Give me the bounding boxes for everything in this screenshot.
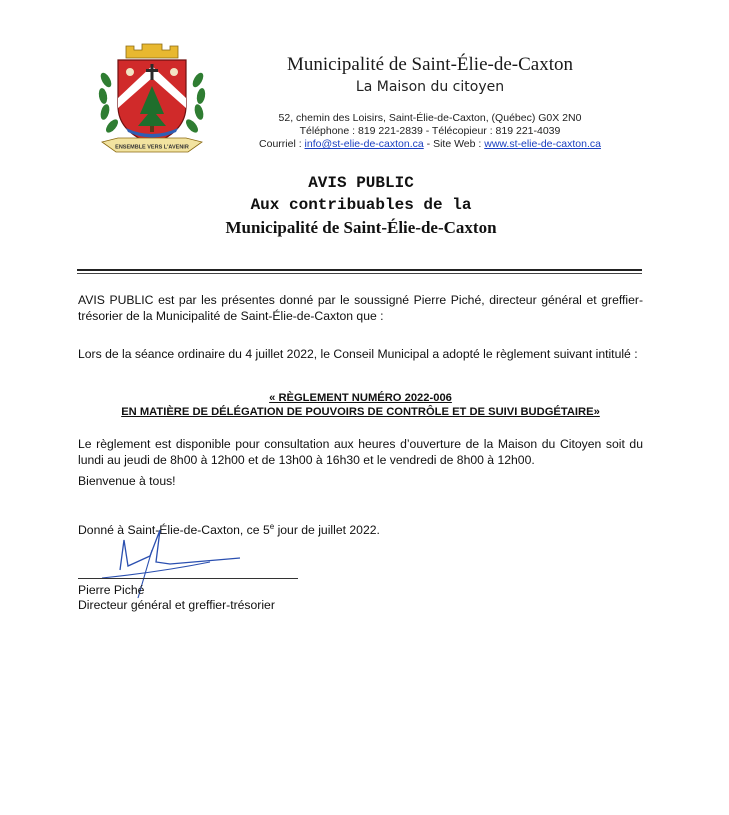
- date-signed-superscript: e: [269, 522, 275, 531]
- address-line: 52, chemin des Loisirs, Saint-Élie-de-Caxton, (Québec) G0X 2N0: [278, 112, 582, 124]
- date-signed-suffix: jour de juillet 2022.: [274, 523, 380, 538]
- welcome-text: Bienvenue à tous!: [78, 474, 176, 488]
- email-link[interactable]: info@st-elie-de-caxton.ca: [304, 138, 424, 150]
- site-label: - Site Web :: [423, 138, 485, 150]
- signatory-name: Pierre Piché: [78, 583, 145, 597]
- phone-line: Téléphone : 819 221-2839 - Télécopieur : 819 221-4039: [299, 125, 561, 137]
- courriel-label: Courriel :: [259, 138, 305, 150]
- website-link[interactable]: www.st-elie-de-caxton.ca: [484, 138, 601, 150]
- crest-motto: ENSEMBLE VERS L'AVENIR: [115, 144, 189, 151]
- signature-line: [78, 578, 298, 579]
- intro-paragraph: AVIS PUBLIC est par les présentes donné par le soussigné Pierre Piché, directeur général et greffier-trésorier de la Municipalité de Saint-Élie-de-Caxton que :: [78, 293, 643, 323]
- availability-paragraph: Le règlement est disponible pour consultation aux heures d’ouverture de la Maison du Citoyen soit du lundi au jeudi de 8h00 à 12h00 et de 13h00 à 16h30 et le vendredi de 8h00 à 12h00.: [78, 437, 643, 467]
- notice-title: AVIS PUBLIC: [308, 174, 414, 192]
- signatory-role: Directeur général et greffier-trésorier: [78, 598, 275, 612]
- date-signed-prefix: Donné à Saint-Élie-de-Caxton, ce 5: [78, 523, 270, 538]
- reglement-title-line2: EN MATIÈRE DE DÉLÉGATION DE POUVOIRS DE CONTRÔLE ET DE SUIVI BUDGÉTAIRE»: [121, 406, 600, 418]
- header-divider: [77, 269, 642, 271]
- seance-paragraph: Lors de la séance ordinaire du 4 juillet 2022, le Conseil Municipal a adopté le règlement suivant intitulé :: [78, 347, 638, 361]
- header-divider-thin: [77, 273, 642, 274]
- municipal-crest-logo: [96, 40, 208, 156]
- organization-name: Municipalité de Saint-Élie-de-Caxton: [287, 54, 573, 75]
- notice-municipality: Municipalité de Saint-Élie-de-Caxton: [225, 218, 497, 237]
- contact-line: [240, 138, 620, 150]
- reglement-title-line1: « RÈGLEMENT NUMÉRO 2022-006: [269, 392, 452, 404]
- organization-tagline: La Maison du citoyen: [355, 79, 505, 95]
- notice-subtitle: Aux contribuables de la: [250, 196, 472, 214]
